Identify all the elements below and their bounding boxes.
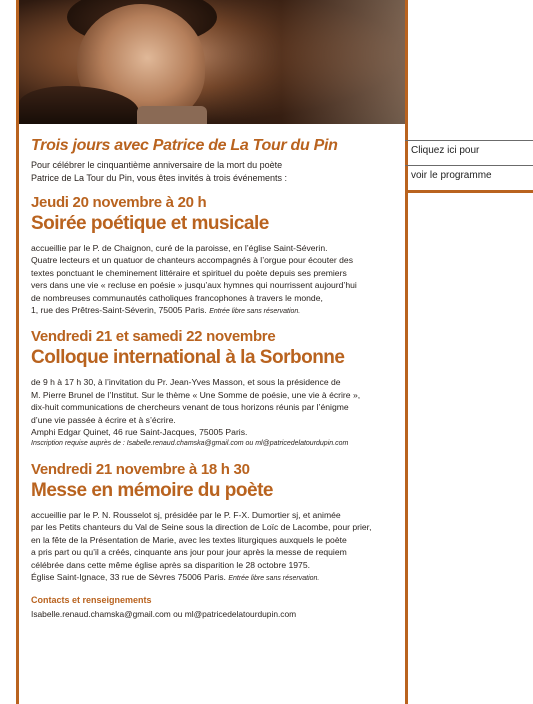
event-line: M. Pierre Brunel de l’Institut. Sur le thème « Une Somme de poésie, une vie à écrire », — [31, 389, 361, 400]
event-line: en la fête de la Présentation de Marie, avec les textes liturgiques auxquels le poète — [31, 534, 347, 545]
program-link-line2[interactable]: voir le programme — [411, 170, 492, 181]
event-line: célébrée dans cette même église après sa disparition le 28 octobre 1975. — [31, 559, 310, 570]
event-name: Colloque international à la Sorbonne — [31, 347, 345, 369]
event-block — [31, 327, 397, 450]
program-link-panel — [405, 140, 533, 193]
event-line: dix-huit communications de chercheurs venant de tous horizons réunis par l’énigme — [31, 402, 349, 413]
intro-line: Pour célébrer le cinquantième anniversaire de la mort du poète — [31, 160, 283, 170]
event-line: textes ponctuant le cheminement littéraire et spirituel du poète depuis ses premiers — [31, 267, 347, 278]
event-block — [31, 193, 397, 318]
flyer-content — [31, 136, 397, 619]
event-line: d’une vie passée à écrire et à s’écrire. — [31, 414, 176, 425]
event-block — [31, 460, 397, 585]
event-line: a pris part ou qu’il a créés, cinquante ans jour pour jour après la messe de requiem — [31, 547, 347, 558]
event-address-line — [31, 304, 397, 318]
program-link-line1[interactable]: Cliquez ici pour — [411, 145, 480, 156]
event-day: Vendredi 21 novembre à 18 h 30 — [31, 460, 250, 478]
event-note: Entrée libre sans réservation. — [228, 574, 320, 582]
event-line: vers dans une vie « recluse en poésie » jusqu’aux hymnes qui nourrissent aujourd’hui — [31, 280, 357, 291]
event-note: Inscription requise auprès de : Isabelle.renaud.chamska@gmail.com ou ml@patricedelatourdupin.com — [31, 440, 349, 448]
event-description — [31, 376, 397, 450]
event-name: Soirée poétique et musicale — [31, 213, 269, 234]
event-address-line — [31, 571, 397, 585]
event-line: de 9 h à 17 h 30, à l’invitation du Pr. Jean-Yves Masson, et sous la présidence de — [31, 377, 341, 388]
event-address: Église Saint-Ignace, 33 rue de Sèvres 75006 Paris. — [31, 571, 226, 582]
contacts-emails: Isabelle.renaud.chamska@gmail.com ou ml@patricedelatourdupin.com — [31, 609, 297, 620]
event-note: Entrée libre sans réservation. — [209, 308, 301, 316]
flyer-intro — [31, 159, 397, 184]
event-address: 1, rue des Prêtres-Saint-Séverin, 75005 Paris. — [31, 305, 207, 316]
event-line: Quatre lecteurs et un quatuor de chanteurs accompagnés à l’orgue pour écouter des — [31, 255, 353, 266]
event-description — [31, 509, 397, 585]
poet-portrait-photo — [19, 0, 405, 124]
event-flyer — [16, 0, 408, 704]
accent-bar — [405, 190, 533, 193]
event-address: Amphi Edgar Quinet, 46 rue Saint-Jacques, 75005 Paris. — [31, 427, 248, 438]
event-line: par les Petits chanteurs du Val de Seine sous la direction de Loïc de Lacombe, pour prier, — [31, 522, 372, 533]
event-line: accueillie par le P. de Chaignon, curé de la paroisse, en l’église Saint-Séverin. — [31, 243, 328, 253]
event-description — [31, 242, 397, 318]
intro-line: Patrice de La Tour du Pin, vous êtes invités à trois événements : — [31, 172, 287, 183]
event-day: Vendredi 21 et samedi 22 novembre — [31, 328, 276, 346]
event-line: accueillie par le P. N. Rousselot sj, présidée par le P. F-X. Dumortier sj, et animée — [31, 509, 341, 520]
contacts-title: Contacts et renseignements — [31, 595, 152, 606]
event-day: Jeudi 20 novembre à 20 h — [31, 194, 207, 211]
event-name: Messe en mémoire du poète — [31, 479, 273, 501]
event-line: de nombreuses communautés catholiques francophones à travers le monde, — [31, 292, 323, 303]
flyer-title: Trois jours avec Patrice de La Tour du Pin — [31, 137, 338, 154]
